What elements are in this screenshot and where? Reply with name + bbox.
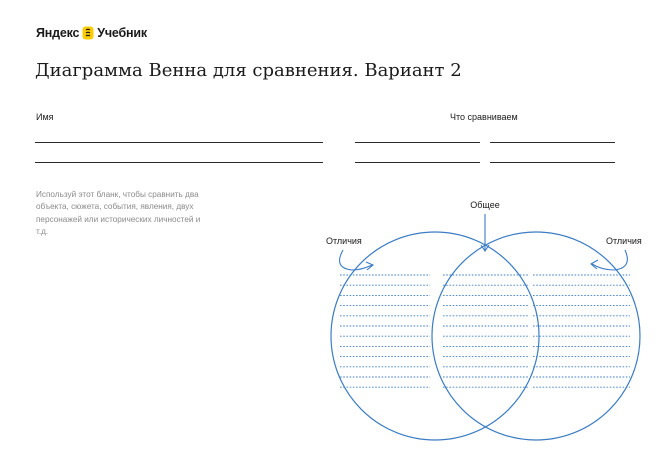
common-arrow-icon (481, 214, 489, 251)
common-label: Общее (470, 200, 500, 210)
instruction-hint: Используй этот бланк, чтобы сравнить два объекта, сюжета, события, явления, двух персонажей или исторических личностей и т.д. (36, 190, 201, 237)
brand-uchebnik: Учебник (97, 26, 147, 40)
left-differences-label: Отличия (326, 236, 362, 246)
compare-label: Что сравниваем (450, 112, 518, 122)
left-curved-arrow-icon (340, 250, 373, 270)
right-differences-label: Отличия (606, 236, 642, 246)
page-title: Диаграмма Венна для сравнения. Вариант 2 (35, 60, 462, 81)
name-label: Имя (36, 112, 54, 122)
right-curved-arrow-icon (591, 250, 627, 270)
dotted-rows (340, 275, 630, 387)
brand-yandex: Яндекс (36, 26, 80, 40)
